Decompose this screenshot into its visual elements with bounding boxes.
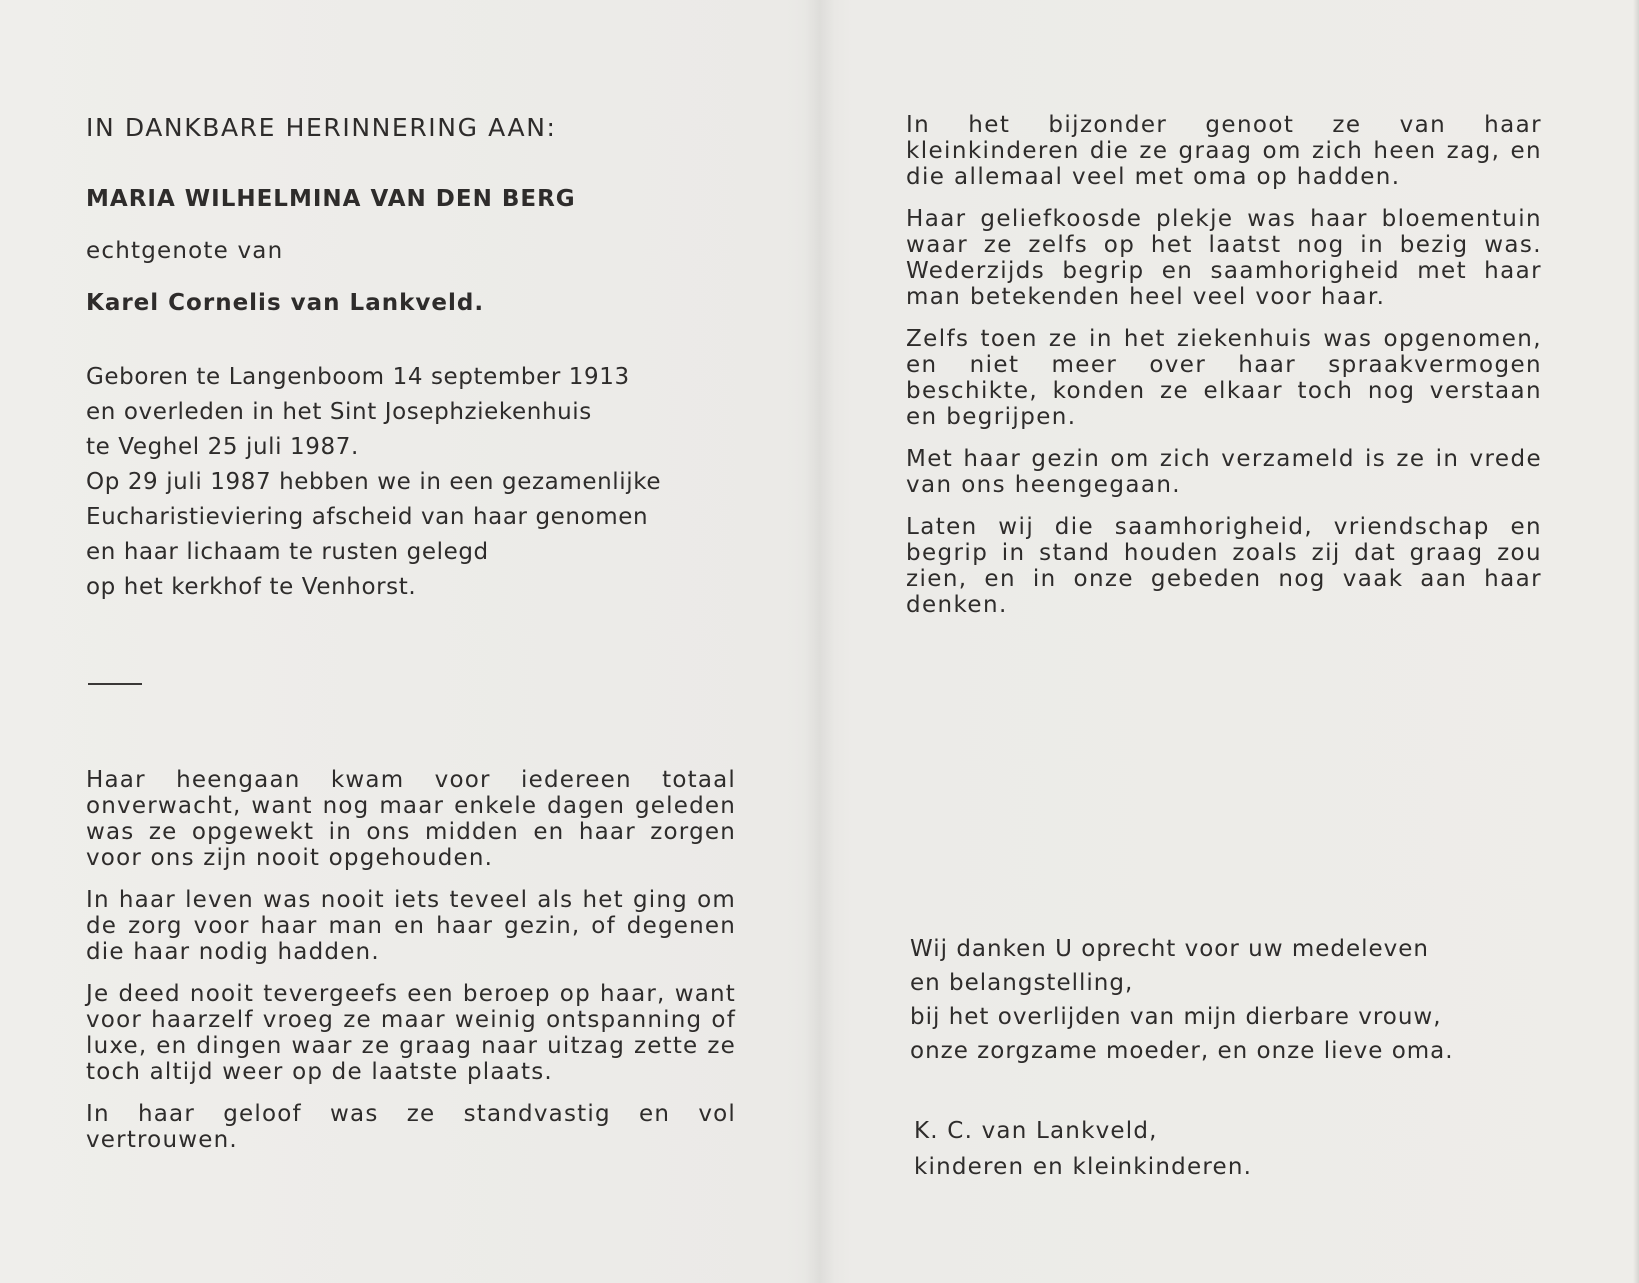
- life-detail-line: op het kerkhof te Venhorst.: [86, 574, 417, 600]
- paragraph: Met haar gezin om zich verzameld is ze in vrede van ons heengegaan.: [906, 446, 1542, 498]
- paragraph: Laten wij die saamhorigheid, vriendschap en begrip in stand houden zoals zij dat graag zou zien, en in onze gebeden nog vaak aan haar denken.: [906, 514, 1542, 618]
- paragraph: Haar geliefkoosde plekje was haar bloementuin waar ze zelfs op het laatst nog in bezig was. Wederzijds begrip en saamhorigheid met haar man betekenden heel veel voor haar.: [906, 206, 1542, 310]
- life-detail-line: en haar lichaam te rusten gelegd: [86, 539, 489, 565]
- paragraph: In haar leven was nooit iets teveel als het ging om de zorg voor haar man en haar gezin, of degenen die haar nodig hadden.: [86, 887, 736, 965]
- left-paragraphs: [86, 767, 736, 1153]
- left-page: [86, 112, 736, 1169]
- paragraph: In het bijzonder genoot ze van haar kleinkinderen die ze graag om zich heen zag, en die allemaal veel met oma op hadden.: [906, 112, 1542, 190]
- deceased-name: MARIA WILHELMINA VAN DEN BERG: [86, 186, 576, 212]
- card-edge: [1633, 0, 1639, 1283]
- relation-label: echtgenote van: [86, 238, 284, 264]
- card-heading: IN DANKBARE HERINNERING AAN:: [86, 113, 557, 142]
- paragraph: Zelfs toen ze in het ziekenhuis was opgenomen, en niet meer over haar spraakvermogen beschikte, konden ze elkaar toch nog verstaan en begrijpen.: [906, 326, 1542, 430]
- thanks-line: bij het overlijden van mijn dierbare vrouw,: [910, 1004, 1442, 1030]
- thanks-line: en belangstelling,: [910, 970, 1134, 996]
- paragraph: Haar heengaan kwam voor iedereen totaal onverwacht, want nog maar enkele dagen geleden was ze opgewekt in ons midden en haar zorgen voor ons zijn nooit opgehouden.: [86, 767, 736, 871]
- husband-name: Karel Cornelis van Lankveld.: [86, 290, 485, 316]
- section-divider: [88, 683, 142, 685]
- paragraph: Je deed nooit tevergeefs een beroep op haar, want voor haarzelf vroeg ze maar weinig ontspanning of luxe, en dingen waar ze graag naar uitzag zette ze toch altijd weer op de laatste plaats.: [86, 981, 736, 1085]
- life-detail-line: Op 29 juli 1987 hebben we in een gezamenlijke: [86, 469, 662, 495]
- thanks-line: Wij danken U oprecht voor uw medeleven: [910, 936, 1430, 962]
- life-detail-line: Geboren te Langenboom 14 september 1913: [86, 364, 630, 390]
- thanks-block: [910, 932, 1550, 1068]
- life-details: [86, 360, 736, 605]
- signature-line: K. C. van Lankveld,: [914, 1118, 1158, 1144]
- card-fold: [805, 0, 835, 1283]
- signature-block: [914, 1113, 1514, 1185]
- life-detail-line: en overleden in het Sint Josephziekenhuis: [86, 399, 592, 425]
- life-detail-line: Eucharistieviering afscheid van haar genomen: [86, 504, 649, 530]
- paragraph: In haar geloof was ze standvastig en vol vertrouwen.: [86, 1101, 736, 1153]
- signature-line: kinderen en kleinkinderen.: [914, 1154, 1253, 1180]
- right-page: [906, 112, 1542, 634]
- life-detail-line: te Veghel 25 juli 1987.: [86, 434, 359, 460]
- thanks-line: onze zorgzame moeder, en onze lieve oma.: [910, 1038, 1454, 1064]
